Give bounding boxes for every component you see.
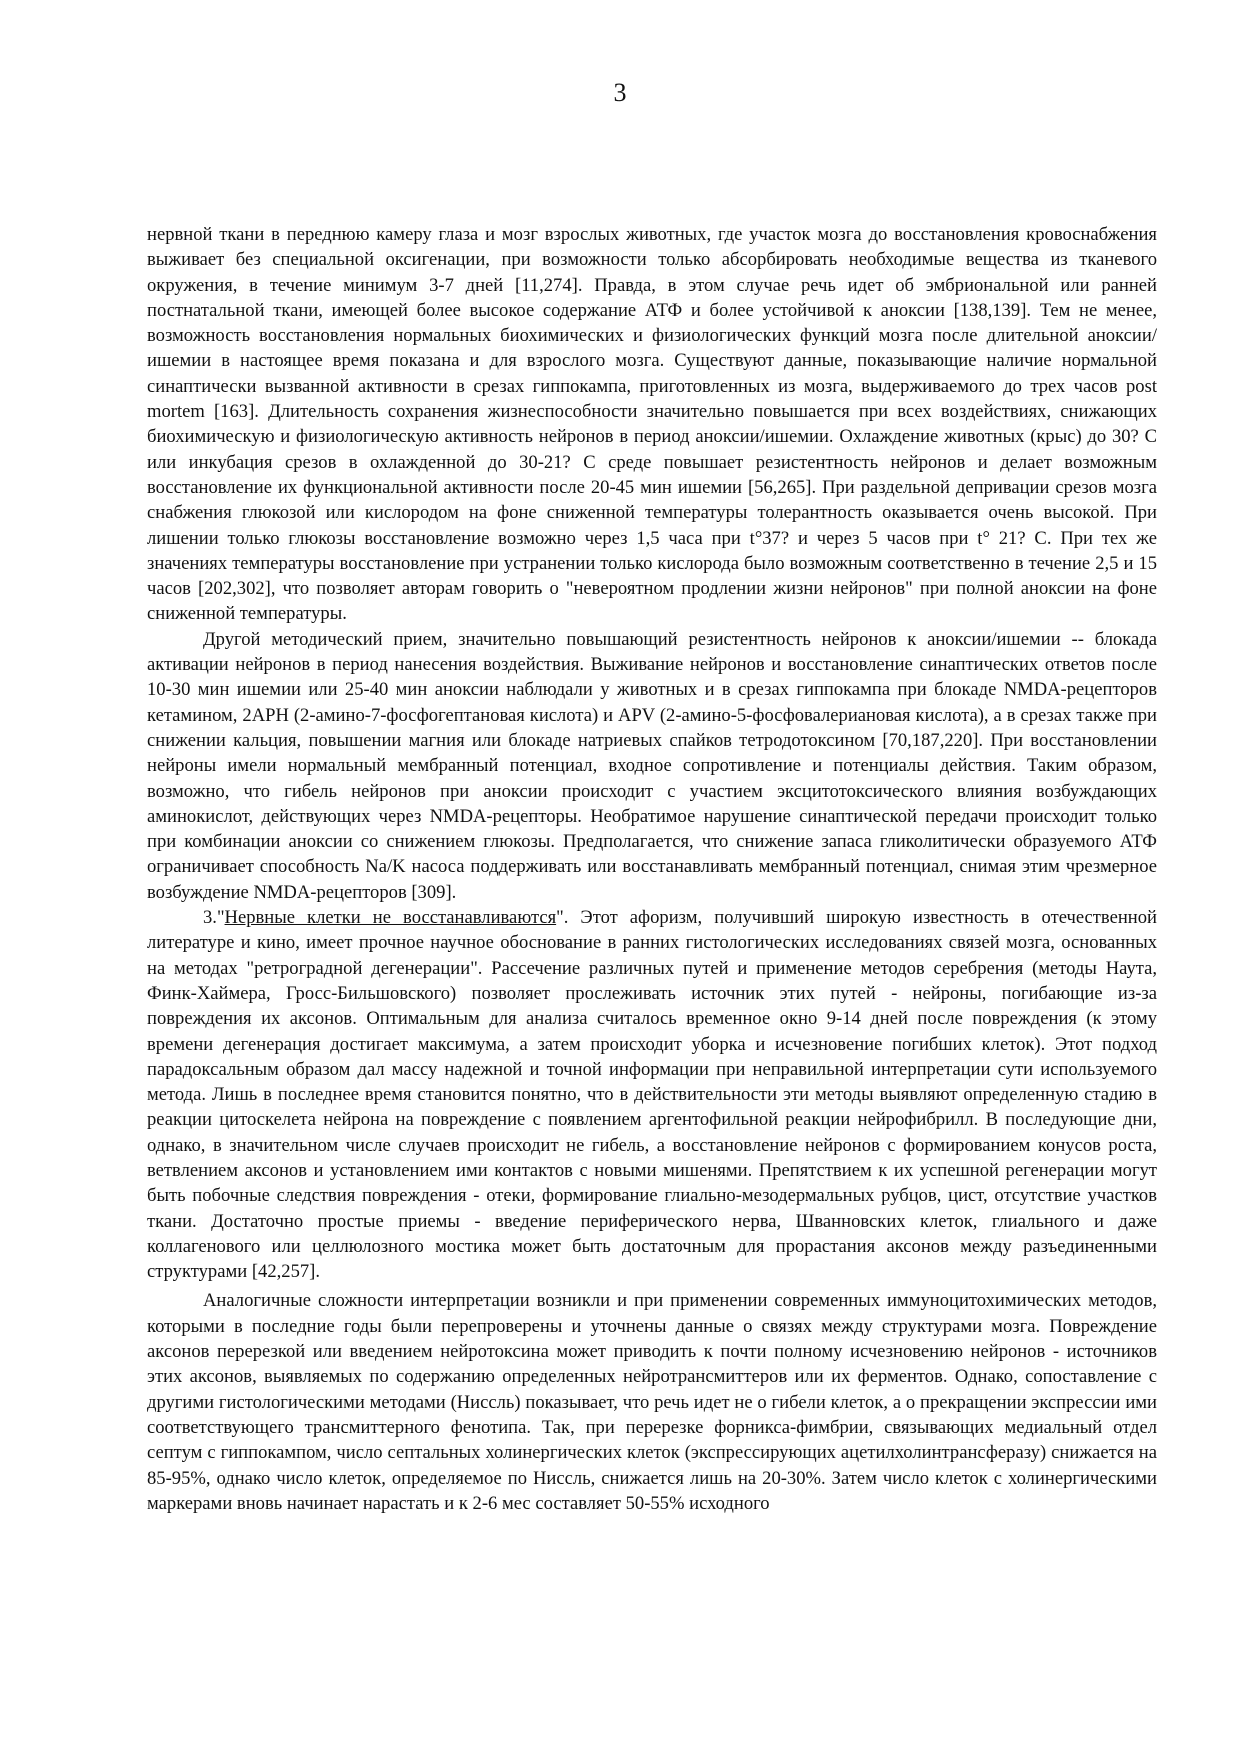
aphorism-title: Нервные клетки не восстанавливаются xyxy=(224,907,557,929)
paragraph-methodical-technique: Другой методический прием, значительно повышающий резистентность нейронов к аноксии/ишемии -- блокада активации нейронов в период нанесения воздействия. Выживание нейронов и восстановление синаптических ответов после 10-30 мин ишемии или 25-40 мин аноксии наблюдали у животных и в срезах гиппокампа при блокаде NMDA-рецепторов кетамином, 2APH (2-амино-7-фосфогептановая кислота) и APV (2-амино-5-фосфовалериановая кислота), а в срезах также при снижении кальция, повышении магния или блокаде натриевых спайков тетродотоксином [70,187,220]. При восстановлении нейроны имели нормальный мембранный потенциал, входное сопротивление и потенциалы действия. Таким образом, возможно, что гибель нейронов при аноксии происходит с участием эксцитотоксического влияния возбуждающих аминокислот, действующих через NMDA-рецепторы. Необратимое нарушение синаптической передачи происходит только при комбинации аноксии со снижением глюкозы. Предполагается, что снижение запаса гликолитически образуемого АТФ ограничивает способность Na/K насоса поддерживать или восстанавливать мембранный потенциал, снимая этим чрезмерное возбуждение NMDA-рецепторов [309]. xyxy=(147,628,1157,903)
aphorism-text: ". Этот афоризм, получивший широкую известность в отечественной литературе и кино, имеет прочное научное обоснование в ранних гистологических исследованиях связей мозга, основанных на методах "ретроградной дегенерации". Рассечение различных путей и применение методов серебрения (методы Наута, Финк-Хаймера, Гросс-Бильшовского) позволяет прослеживать источник этих путей - нейроны, погибающие из-за повреждения их аксонов. Оптимальным для анализа считалось временное окно 9-14 дней после повреждения (к этому времени дегенерация достигает максимума, а затем происходит уборка и исчезновение погибших клеток). Этот подход парадоксальным образом дал массу надежной и точной информации при неправильной интерпретации сути используемого метода. Лишь в последнее время становится понятно, что в действительности эти методы выявляют определенную стадию в реакции цитоскелета нейрона на повреждение с появлением аргентофильной реакции нейрофибрилл. В последующие дни, однако, в значительном числе случаев происходит не гибель, а восстановление нейронов с формированием конусов роста, ветвлением аксонов и установлением ими контактов с новыми мишенями. Препятствием к их успешной регенерации могут быть побочные следствия повреждения - отеки, формирование глиально-мезодермальных рубцов, цист, отсутствие участков ткани. Достаточно простые приемы - введение периферического нерва, Шванновских клеток, глиального и даже коллагенового или целлюлозного мостика может быть достаточным для прорастания аксонов между разъединенными структурами [42,257]. xyxy=(147,907,1157,1283)
paragraph-continuation: нервной ткани в переднюю камеру глаза и мозг взрослых животных, где участок мозга до восстановления кровоснабжения выживает без специальной оксигенации, при возможности только абсорбировать необходимые вещества из тканевого окружения, в течение минимум 3-7 дней [11,274]. Правда, в этом случае речь идет об эмбриональной или ранней постнатальной ткани, имеющей более высокое содержание АТФ и более устойчивой к аноксии [138,139]. Тем не менее, возможность восстановления нормальных биохимических и физиологических функций мозга после длительной аноксии/ишемии в настоящее время показана и для взрослого мозга. Существуют данные, показывающие наличие нормальной синаптически вызванной активности в срезах гиппокампа, приготовленных из мозга, выдерживаемого до трех часов post mortem [163]. Длительность сохранения жизнеспособности значительно повышается при всех воздействиях, снижающих биохимическую и физиологическую активность нейронов в период аноксии/ишемии. Охлаждение животных (крыс) до 30? С или инкубация срезов в охлажденной до 30-21? С среде повышает резистентность нейронов и делает возможным восстановление их функциональной активности после 20-45 мин ишемии [56,265]. При раздельной депривации срезов мозга снабжения глюкозой или кислородом на фоне сниженной температуры толерантность оказывается очень высокой. При лишении только глюкозы восстановление возможно через 1,5 часа при t°37? и через 5 часов при t° 21? С. При тех же значениях температуры восстановление при устранении только кислорода было возможным соответственно в течение 2,5 и 15 часов [202,302], что позволяет авторам говорить о "невероятном продлении жизни нейронов" при полной аноксии на фоне сниженной температуры. xyxy=(147,224,1157,625)
aphorism-prefix: 3." xyxy=(203,907,225,929)
document-body xyxy=(147,222,1157,1516)
paragraph-immunocytochemical: Аналогичные сложности интерпретации возникли и при применении современных иммуноцитохимических методов, которыми в последние годы были перепроверены и уточнены данные о связях между структурами мозга. Повреждение аксонов перерезкой или введением нейротоксина может приводить к почти полному исчезновению нейронов - источников этих аксонов, выявляемых по содержанию определенных нейротрансмиттеров или их ферментов. Однако, сопоставление с другими гистологическими методами (Ниссль) показывает, что речь идет не о гибели клеток, а о прекращении экспрессии ими соответствующего трансмиттерного фенотипа. Так, при перерезке форникса-фимбрии, связывающих медиальный отдел септум с гиппокампом, число септальных холинергических клеток (экспрессирующих ацетилхолинтрансферазу) снижается на 85-95%, однако число клеток, определяемое по Ниссль, снижается лишь на 20-30%. Затем число клеток с холинергическими маркерами вновь начинает нарастать и к 2-6 мес составляет 50-55% исходного xyxy=(147,1290,1157,1514)
paragraph-nerve-cells-aphorism xyxy=(147,905,1157,1284)
page-number: 3 xyxy=(613,78,627,107)
